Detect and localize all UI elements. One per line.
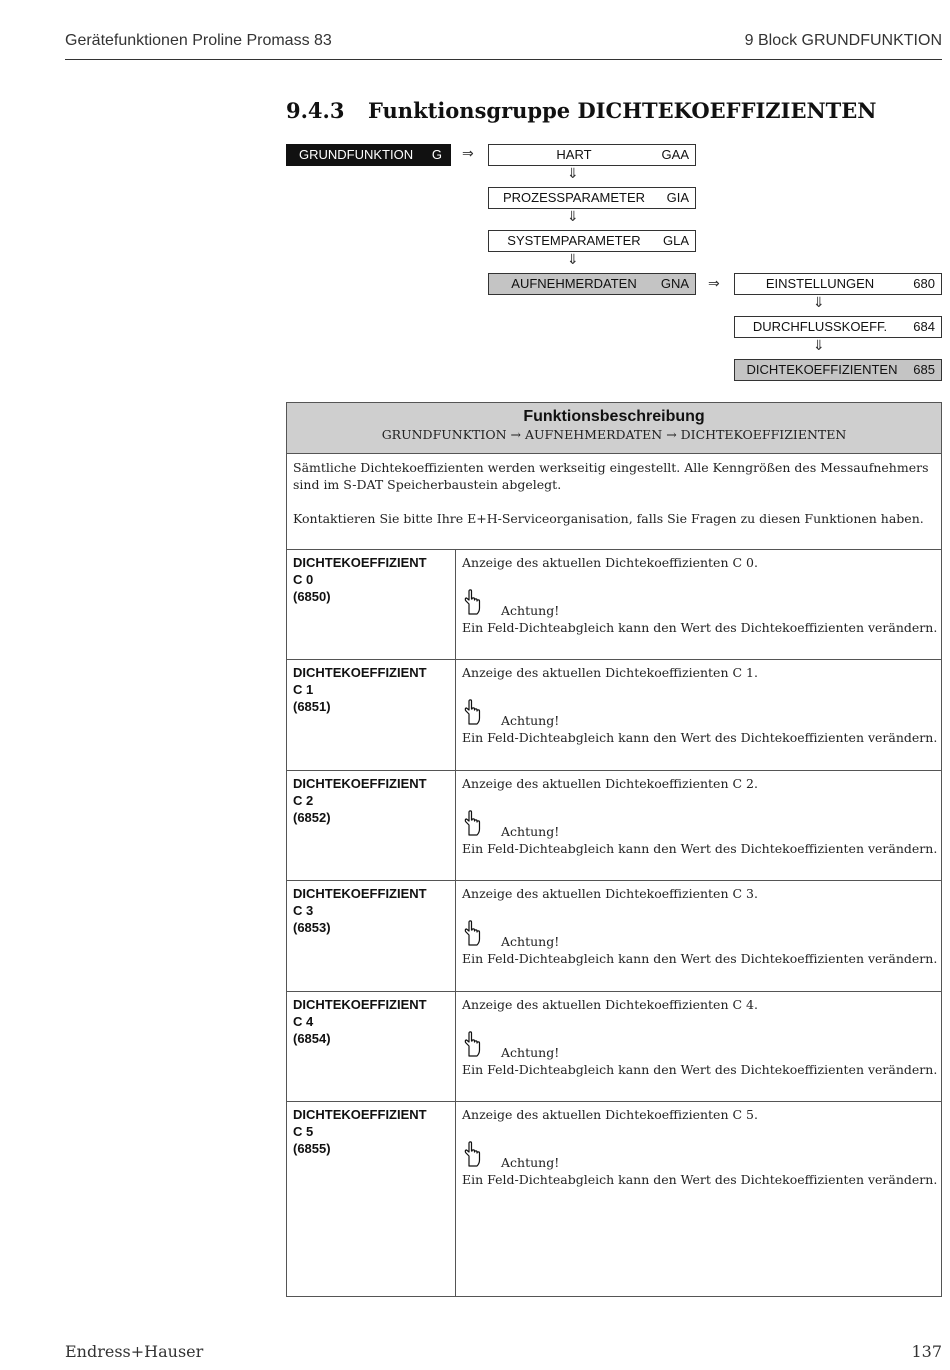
nav-root-label: GRUNDFUNKTION [299,147,414,162]
nav-root-grundfunktion [286,144,451,166]
warning-text: Ein Feld-Dichteabgleich kann den Wert des Dichtekoeffizienten verändern. [462,1172,938,1187]
nav-sub-label: DURCHFLUSSKOEFF. [752,319,888,334]
nav-sub-label: EINSTELLUNGEN [765,276,875,291]
function-identifier [293,664,453,715]
column-divider [455,660,456,771]
attention-label: Achtung! [501,1045,560,1060]
nav-sub-durchflusskoeff [734,316,942,338]
function-identifier [293,775,453,826]
description-text: Anzeige des aktuellen Dichtekoeffizienten C 4. [462,997,758,1012]
function-sub: C 4 [293,1014,314,1029]
nav-group-label: PROZESSPARAMETER [502,190,646,205]
arrow-right-icon: ⇒ [462,146,474,162]
description-text: Anzeige des aktuellen Dichtekoeffizienten C 5. [462,1107,758,1122]
table-row [287,991,941,1102]
nav-sub-label: DICHTEKOEFFIZIENTEN [746,362,898,377]
table-row [287,659,941,771]
table-path: GRUNDFUNKTION → AUFNEHMERDATEN → DICHTEKOEFFIZIENTEN [381,427,847,442]
arrow-down-icon: ⇓ [813,338,825,354]
hand-pointer-icon [462,698,482,726]
arrow-down-icon: ⇓ [567,209,579,225]
function-description-table [286,402,942,1297]
table-header [287,403,941,454]
header-rule [65,59,942,60]
function-name: DICHTEKOEFFIZIENT [293,886,427,901]
column-divider [455,881,456,992]
warning-text: Ein Feld-Dichteabgleich kann den Wert des Dichtekoeffizienten verändern. [462,1062,938,1077]
function-description [462,664,938,745]
running-header-left: Gerätefunktionen Proline Promass 83 [65,32,332,49]
footer-brand: Endress+Hauser [65,1342,204,1361]
function-code: (6854) [293,1031,331,1046]
table-intro [293,459,933,544]
nav-group-label: HART [556,147,592,162]
section-number: 9.4.3 [286,98,345,123]
intro-paragraph: Sämtliche Dichtekoeffizienten werden werkseitig eingestellt. Alle Kenngrößen des Messaufnehmers sind im S-DAT Speicherbaustein abgelegt. [293,460,929,492]
nav-root-code: G [431,147,442,162]
function-name: DICHTEKOEFFIZIENT [293,555,427,570]
column-divider [455,550,456,660]
description-text: Anzeige des aktuellen Dichtekoeffizienten C 1. [462,665,758,680]
nav-group-code: GLA [662,233,689,248]
intro-paragraph: Kontaktieren Sie bitte Ihre E+H-Serviceorganisation, falls Sie Fragen zu diesen Funktionen haben. [293,511,924,526]
arrow-down-icon: ⇓ [813,295,825,311]
function-sub: C 5 [293,1124,314,1139]
section-heading: Funktionsgruppe DICHTEKOEFFIZIENTEN [368,98,877,123]
hand-pointer-icon [462,1030,482,1058]
function-description [462,554,938,635]
nav-group-label: AUFNEHMERDATEN [511,276,637,291]
function-identifier [293,554,453,605]
nav-sub-code: 684 [913,319,935,334]
table-row [287,880,941,992]
attention-label: Achtung! [501,824,560,839]
arrow-down-icon: ⇓ [567,252,579,268]
function-code: (6855) [293,1141,331,1156]
function-code: (6853) [293,920,331,935]
arrow-down-icon: ⇓ [567,166,579,182]
nav-group-code: GAA [661,147,689,162]
function-sub: C 3 [293,903,314,918]
hand-pointer-icon [462,919,482,947]
attention-label: Achtung! [501,603,560,618]
function-name: DICHTEKOEFFIZIENT [293,1107,427,1122]
nav-sub-dichtekoeffizienten [734,359,942,381]
function-name: DICHTEKOEFFIZIENT [293,997,427,1012]
nav-group-code: GIA [666,190,689,205]
hand-pointer-icon [462,1140,482,1168]
nav-group-aufnehmerdaten [488,273,696,295]
column-divider [455,771,456,881]
description-text: Anzeige des aktuellen Dichtekoeffizienten C 2. [462,776,758,791]
description-text: Anzeige des aktuellen Dichtekoeffizienten C 0. [462,555,758,570]
attention-label: Achtung! [501,934,560,949]
function-code: (6852) [293,810,331,825]
column-divider [455,1102,456,1297]
attention-label: Achtung! [501,1155,560,1170]
function-identifier [293,996,453,1047]
function-name: DICHTEKOEFFIZIENT [293,665,427,680]
function-description [462,996,938,1077]
function-description [462,885,938,966]
function-identifier [293,885,453,936]
function-sub: C 2 [293,793,314,808]
nav-sub-einstellungen [734,273,942,295]
function-code: (6851) [293,699,331,714]
warning-text: Ein Feld-Dichteabgleich kann den Wert des Dichtekoeffizienten verändern. [462,620,938,635]
function-sub: C 1 [293,682,314,697]
nav-group-prozessparameter [488,187,696,209]
table-row [287,770,941,881]
table-row [287,549,941,660]
function-description [462,1106,938,1187]
page-number: 137 [911,1342,942,1361]
function-code: (6850) [293,589,331,604]
warning-text: Ein Feld-Dichteabgleich kann den Wert des Dichtekoeffizienten verändern. [462,951,938,966]
table-title: Funktionsbeschreibung [523,408,705,425]
attention-label: Achtung! [501,713,560,728]
warning-text: Ein Feld-Dichteabgleich kann den Wert des Dichtekoeffizienten verändern. [462,730,938,745]
function-description [462,775,938,856]
column-divider [455,992,456,1102]
table-row [287,1101,941,1297]
function-sub: C 0 [293,572,314,587]
running-header-right: 9 Block GRUNDFUNKTION [744,32,942,49]
nav-sub-code: 685 [913,362,935,377]
function-name: DICHTEKOEFFIZIENT [293,776,427,791]
nav-group-systemparameter [488,230,696,252]
arrow-right-icon: ⇒ [708,276,720,292]
nav-group-label: SYSTEMPARAMETER [507,233,641,248]
description-text: Anzeige des aktuellen Dichtekoeffizienten C 3. [462,886,758,901]
hand-pointer-icon [462,588,482,616]
nav-group-code: GNA [660,276,689,291]
warning-text: Ein Feld-Dichteabgleich kann den Wert des Dichtekoeffizienten verändern. [462,841,938,856]
function-identifier [293,1106,453,1157]
nav-sub-code: 680 [913,276,935,291]
hand-pointer-icon [462,809,482,837]
section-title [286,98,877,123]
nav-group-hart [488,144,696,166]
